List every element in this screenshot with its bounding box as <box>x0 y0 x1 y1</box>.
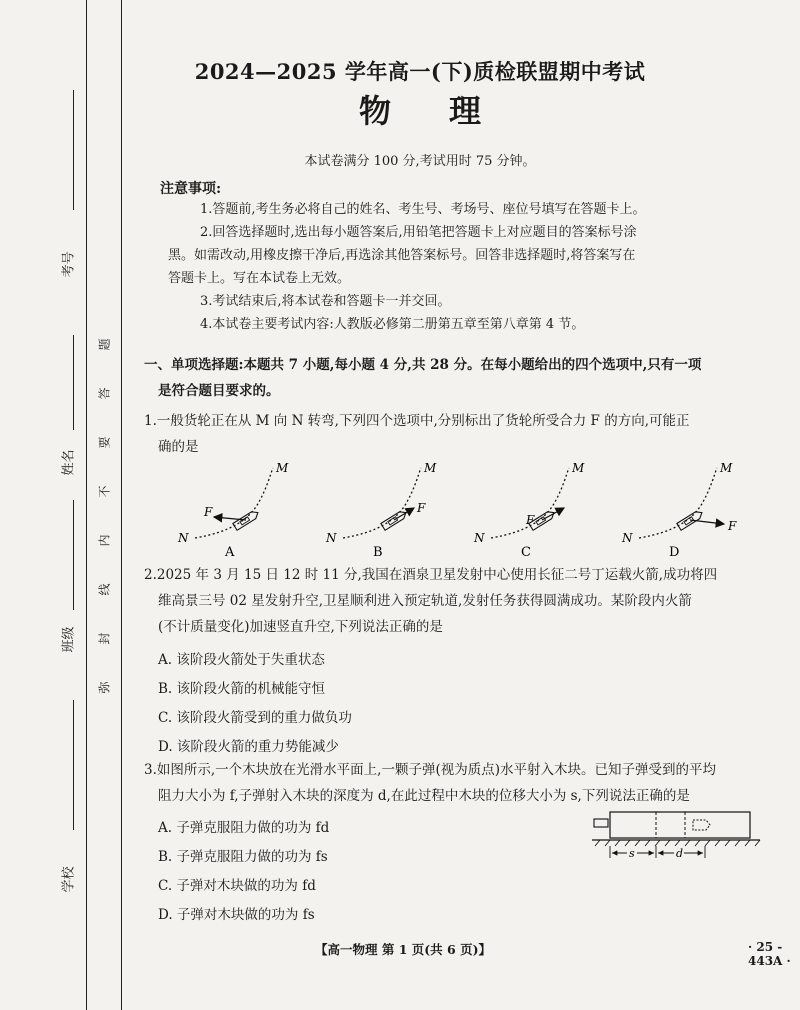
notice-item: 2.回答选择题时,选出每小题答案后,用铅笔把答题卡上对应题目的答案标号涂 <box>200 225 637 240</box>
seal-char: 答 <box>97 387 112 400</box>
question-3-option-d[interactable]: D. 子弹对木块做的功为 fs <box>158 907 315 923</box>
field-exam-number-label: 考号 <box>61 251 77 278</box>
seal-char: 线 <box>97 583 112 596</box>
figure-label-m: M <box>424 461 437 475</box>
paper-code: · 25 - 443A · <box>748 940 791 968</box>
question-3-stem: 3.如图所示,一个木块放在光滑水平面上,一颗子弹(视为质点)水平射入木块。已知子弹受到的平均 <box>144 762 716 778</box>
bullet-embedded <box>693 820 710 830</box>
seal-char: 封 <box>97 632 112 645</box>
figure-option-label: B <box>373 545 383 560</box>
notice-list <box>168 198 768 336</box>
section-heading <box>144 352 754 404</box>
figure-label-f: F <box>728 519 737 533</box>
notice-item: 4.本试卷主要考试内容:人教版必修第二册第五章至第八章第 4 节。 <box>200 317 585 332</box>
seal-char: 内 <box>97 534 112 547</box>
figure-label-f: F <box>526 513 535 527</box>
question-2-stem: 2.2025 年 3 月 15 日 12 时 11 分,我国在酒泉卫星发射中心使用长征二号丁运载火箭,成功将四 <box>144 567 718 583</box>
section-heading-line: 是符合题目要求的。 <box>158 383 280 399</box>
question-2-stem: 维高景三号 02 星发射升空,卫星顺利进入预定轨道,发射任务获得圆满成功。某阶段内火箭 <box>158 593 692 609</box>
question-3 <box>144 757 764 809</box>
question-3-option-b[interactable]: B. 子弹克服阻力做的功为 fs <box>158 849 328 865</box>
figure-option-c <box>473 461 585 560</box>
page-footer: 【高一物理 第 1 页(共 6 页)】 <box>315 942 491 957</box>
wood-block <box>610 812 750 838</box>
question-1 <box>144 408 764 460</box>
subject-title: 物理 <box>358 92 539 130</box>
seal-char: 弥 <box>97 681 112 694</box>
field-school-line[interactable] <box>73 700 74 830</box>
figure-option-a <box>177 461 289 560</box>
figure-option-label: D <box>669 545 680 560</box>
question-3-figure <box>590 808 770 880</box>
binding-strip <box>0 0 135 1010</box>
figure-label-d: d <box>676 847 684 860</box>
binding-rule-outer <box>86 0 87 1010</box>
field-name-label: 姓名 <box>61 449 77 476</box>
seal-char: 要 <box>97 436 112 449</box>
question-3-stem: 阻力大小为 f,子弹射入木块的深度为 d,在此过程中木块的位移大小为 s,下列说法正确的是 <box>158 788 690 804</box>
field-exam-number-line[interactable] <box>73 90 74 210</box>
field-class-label: 班级 <box>61 626 77 653</box>
question-3-option-a[interactable]: A. 子弹克服阻力做的功为 fd <box>158 820 330 836</box>
figure-option-d <box>621 461 737 560</box>
section-heading-line: 一、单项选择题:本题共 7 小题,每小题 4 分,共 28 分。在每小题给出的四个选项中,只有一项 <box>144 357 702 373</box>
exam-intro: 本试卷满分 100 分,考试用时 75 分钟。 <box>304 154 536 169</box>
question-3-option-c[interactable]: C. 子弹对木块做的功为 fd <box>158 878 316 894</box>
figure-option-label: A <box>225 545 235 560</box>
notice-item: 3.考试结束后,将本试卷和答题卡一并交回。 <box>200 294 451 309</box>
field-class-line[interactable] <box>73 500 74 610</box>
figure-label-n: N <box>326 531 337 545</box>
figure-label-n: N <box>622 531 633 545</box>
notice-item: 黑。如需改动,用橡皮擦干净后,再选涂其他答案标号。回答非选择题时,将答案写在 <box>168 248 636 263</box>
question-2-option-d[interactable]: D. 该阶段火箭的重力势能减少 <box>158 739 339 755</box>
question-1-figures <box>170 460 770 560</box>
figure-label-n: N <box>474 531 485 545</box>
notice-item: 1.答题前,考生务必将自己的姓名、考生号、考场号、座位号填写在答题卡上。 <box>200 202 646 217</box>
question-2-option-b[interactable]: B. 该阶段火箭的机械能守恒 <box>158 681 326 697</box>
notice-item: 答题卡上。写在本试卷上无效。 <box>168 271 351 286</box>
figure-option-label: C <box>521 545 531 560</box>
figure-option-b <box>325 461 437 560</box>
figure-label-f: F <box>204 505 213 519</box>
field-name-line[interactable] <box>73 335 74 430</box>
exam-page <box>140 0 800 1010</box>
notice-heading: 注意事项: <box>160 181 222 197</box>
figure-label-n: N <box>178 531 189 545</box>
figure-label-m: M <box>572 461 585 475</box>
question-1-stem: 1.一般货轮正在从 M 向 N 转弯,下列四个选项中,分别标出了货轮所受合力 F 的方向,可能正 <box>144 413 690 429</box>
seal-char: 题 <box>97 338 112 351</box>
binding-rule-inner <box>121 0 122 1010</box>
question-2-stem: (不计质量变化)加速竖直升空,下列说法正确的是 <box>158 619 443 635</box>
question-2 <box>144 562 764 640</box>
figure-label-m: M <box>276 461 289 475</box>
figure-label-m: M <box>720 461 733 475</box>
question-1-stem: 确的是 <box>158 439 199 455</box>
bullet-before <box>594 819 608 827</box>
figure-label-s: s <box>629 847 635 860</box>
figure-label-f: F <box>417 501 426 515</box>
field-school-label: 学校 <box>61 866 77 893</box>
question-2-option-a[interactable]: A. 该阶段火箭处于失重状态 <box>158 652 325 668</box>
question-2-option-c[interactable]: C. 该阶段火箭受到的重力做负功 <box>158 710 352 726</box>
exam-title: 2024—2025 学年高一(下)质检联盟期中考试 <box>194 59 646 84</box>
seal-char: 不 <box>97 485 112 498</box>
